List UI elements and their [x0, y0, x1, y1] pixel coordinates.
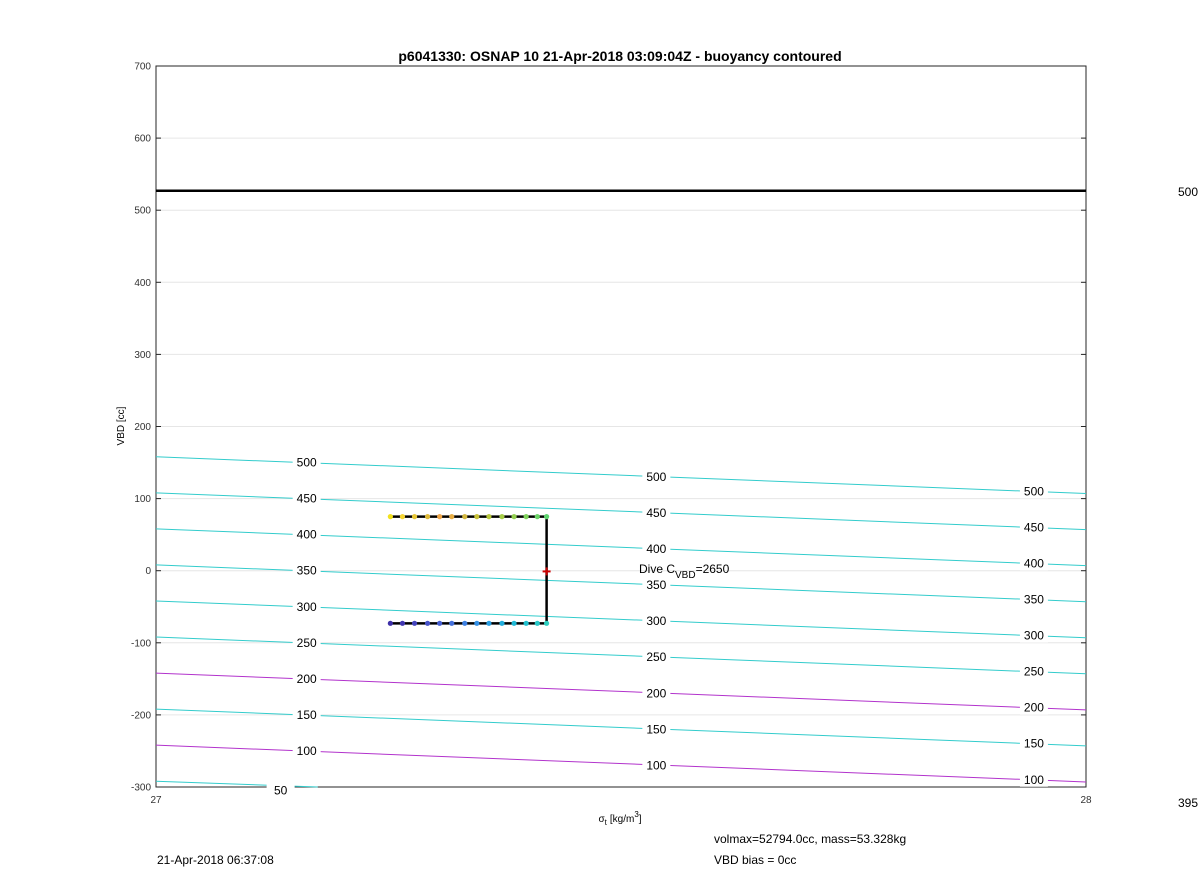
- grid: [156, 138, 1086, 715]
- contour-label-150: 150: [646, 722, 667, 737]
- upper-point: [412, 514, 417, 519]
- y-tick-label: 100: [134, 494, 151, 506]
- y-tick-label: 300: [134, 349, 151, 361]
- y-axis-label: VBD [cc]: [116, 406, 127, 446]
- lower-point: [412, 621, 417, 626]
- upper-point: [449, 514, 454, 519]
- contour-label-500: 500: [296, 455, 317, 470]
- x-axis-label-sub: t: [604, 818, 607, 827]
- lower-point: [437, 621, 442, 626]
- contour-label-300: 300: [1023, 628, 1044, 643]
- y-tick-label: -200: [130, 710, 151, 722]
- upper-point: [499, 514, 504, 519]
- contour-label-450: 450: [296, 491, 317, 506]
- contour-label-250: 250: [296, 635, 317, 650]
- lower-point: [474, 621, 479, 626]
- footer-vbd-bias: VBD bias = 0cc: [714, 853, 797, 867]
- contour-label-200: 200: [1023, 700, 1044, 715]
- lower-point: [499, 621, 504, 626]
- contour-lines: [156, 457, 1086, 787]
- y-tick-label: 500: [134, 205, 151, 217]
- x-axis-label: [598, 810, 641, 827]
- lower-point: [524, 621, 529, 626]
- x-axis-label-sigma: σ: [598, 814, 605, 825]
- contour-label-450: 450: [646, 506, 667, 521]
- right-edge-label-bottom: 395: [1178, 796, 1199, 810]
- contour-label-150: 150: [1023, 736, 1044, 751]
- lower-point: [511, 621, 516, 626]
- upper-point: [524, 514, 529, 519]
- lower-point: [449, 621, 454, 626]
- lower-point: [400, 621, 405, 626]
- y-tick-label: -100: [130, 638, 151, 650]
- lower-point: [462, 621, 467, 626]
- contour-label-100: 100: [296, 743, 317, 758]
- contour-label-500: 500: [1023, 484, 1044, 499]
- upper-point: [486, 514, 491, 519]
- contour-label-400: 400: [296, 527, 317, 542]
- right-edge-label-top: 500: [1178, 185, 1199, 199]
- contour-labels: [267, 455, 1048, 798]
- contour-label-450: 450: [1023, 520, 1044, 535]
- contour-label-300: 300: [296, 599, 317, 614]
- upper-point: [400, 514, 405, 519]
- lower-point: [486, 621, 491, 626]
- contour-label-100: 100: [1023, 772, 1044, 787]
- footer-volmax: volmax=52794.0cc, mass=53.328kg: [714, 832, 907, 846]
- upper-point: [535, 514, 540, 519]
- upper-point: [388, 514, 393, 519]
- dive-trace: [388, 514, 551, 626]
- contour-label-50: 50: [273, 783, 288, 798]
- contour-label-200: 200: [646, 686, 667, 701]
- contour-label-400: 400: [1023, 556, 1044, 571]
- contour-label-150: 150: [296, 707, 317, 722]
- axes: [131, 62, 1092, 807]
- contour-label-100: 100: [646, 758, 667, 773]
- contour-label-250: 250: [1023, 664, 1044, 679]
- chart-title: p6041330: OSNAP 10 21-Apr-2018 03:09:04Z - buoyancy contoured: [398, 48, 842, 64]
- lower-point: [388, 621, 393, 626]
- upper-point: [425, 514, 430, 519]
- x-axis-label-sup: 3: [634, 810, 639, 819]
- dive-c-subscript: VBD: [675, 570, 696, 581]
- x-axis-label-units: [kg/m: [609, 814, 635, 825]
- lower-point: [535, 621, 540, 626]
- x-tick-label: 27: [150, 795, 162, 806]
- lower-point: [425, 621, 430, 626]
- y-tick-label: -300: [130, 782, 151, 794]
- upper-point: [511, 514, 516, 519]
- contour-label-350: 350: [646, 578, 667, 593]
- contour-label-400: 400: [646, 542, 667, 557]
- footer-timestamp: 21-Apr-2018 06:37:08: [157, 853, 274, 867]
- upper-point: [474, 514, 479, 519]
- y-tick-label: 200: [134, 422, 151, 433]
- upper-point: [462, 514, 467, 519]
- contour-label-300: 300: [646, 614, 667, 629]
- contour-label-350: 350: [1023, 592, 1044, 607]
- y-tick-label: 700: [134, 61, 151, 73]
- x-axis-label-end: ]: [638, 814, 642, 825]
- contour-label-350: 350: [296, 563, 317, 578]
- dive-trace-line: [390, 517, 546, 624]
- y-tick-label: 400: [134, 277, 151, 289]
- upper-point: [437, 514, 442, 519]
- contour-label-500: 500: [646, 469, 667, 484]
- dive-c-prefix: Dive C: [639, 562, 676, 576]
- contour-label-200: 200: [296, 671, 317, 686]
- lower-point: [544, 621, 549, 626]
- x-tick-label: 28: [1080, 795, 1092, 806]
- y-tick-label: 0: [145, 566, 151, 578]
- contour-label-250: 250: [646, 650, 667, 665]
- y-tick-label: 600: [134, 133, 151, 145]
- dive-c-value: =2650: [695, 562, 730, 576]
- upper-point: [544, 514, 549, 519]
